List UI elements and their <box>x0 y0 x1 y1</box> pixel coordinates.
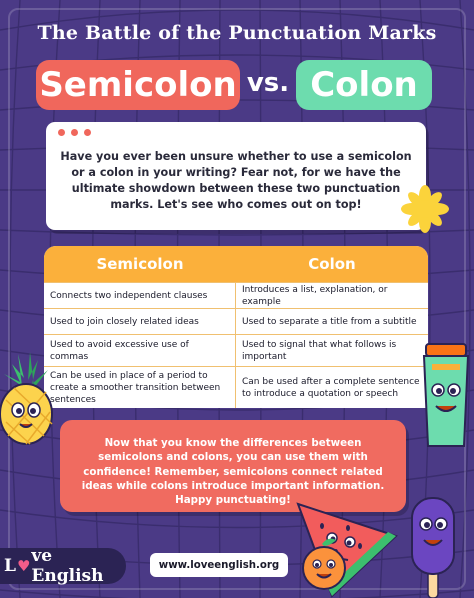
table-cell: Connects two independent clauses <box>44 283 236 308</box>
asterisk-icon <box>400 184 450 234</box>
tube-character-icon <box>418 342 474 450</box>
table-row <box>44 334 428 366</box>
brand-logo <box>0 548 126 584</box>
semicolon-pill: Semicolon <box>36 60 240 110</box>
header-colon: Colon <box>308 255 356 273</box>
website-url[interactable]: www.loveenglish.org <box>150 553 288 577</box>
heart-icon: ♥ <box>16 557 31 575</box>
brand-text-end: ve English <box>31 546 104 586</box>
conclusion-text: Now that you know the differences between semicolons and colons, you can use them with confidence! Remember, semicolons connect related ideas while colons introduce important information. Happy punctuating! <box>81 437 385 507</box>
table-cell: Used to avoid excessive use of commas <box>44 335 236 366</box>
popsicle-character-icon <box>408 494 458 598</box>
intro-card <box>46 122 426 230</box>
versus-label: vs. <box>246 68 290 98</box>
table-header <box>44 246 428 282</box>
table-cell: Can be used after a complete sentence to introduce a quotation or speech <box>242 376 420 399</box>
header-semicolon: Semicolon <box>96 255 184 273</box>
table-cell: Used to separate a title from a subtitle <box>242 316 417 327</box>
orange-character-icon <box>300 536 348 592</box>
table-row <box>44 308 428 334</box>
colon-pill: Colon <box>296 60 432 110</box>
table-cell: Used to join closely related ideas <box>44 309 236 334</box>
table-cell: Introduces a list, explanation, or example <box>242 284 388 307</box>
comparison-table <box>44 246 428 408</box>
window-dots <box>58 129 91 136</box>
table-row <box>44 282 428 308</box>
table-cell: Used to signal that what follows is important <box>242 339 397 362</box>
table-row <box>44 366 428 408</box>
intro-text: Have you ever been unsure whether to use a semicolon or a colon in your writing? Fear not, for we have the ultimate showdown between these two punctuation marks. Let's see who comes out on top! <box>60 150 412 211</box>
brand-text-start: L <box>4 556 16 576</box>
page-title: The Battle of the Punctuation Marks <box>37 22 437 44</box>
pineapple-character-icon <box>0 350 58 446</box>
table-cell: Can be used in place of a period to create a smoother transition between sentences <box>44 367 236 408</box>
